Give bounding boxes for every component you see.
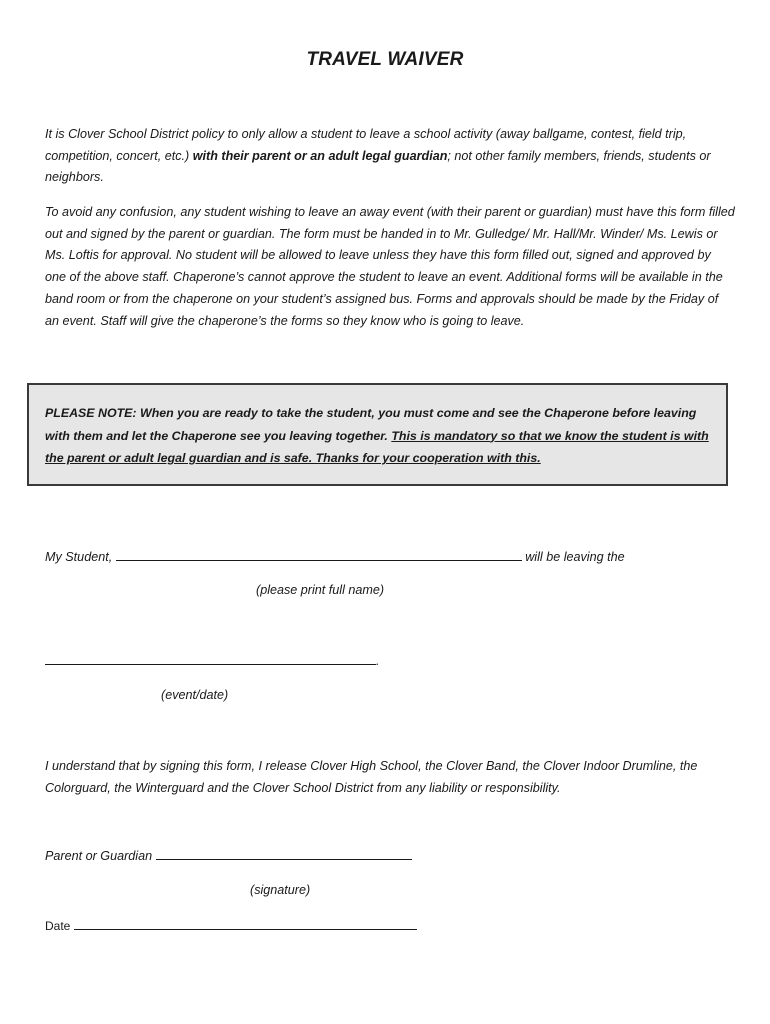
procedure-paragraph: To avoid any confusion, any student wishing to leave an away event (with their parent or guardian) must have this form filled out and signed by the parent or guardian. The form must be handed in to Mr. Gulledge/ Mr. Hall/Mr. Winder/ Ms. Lewis or Ms. Loftis for approval. No student will be allowed to leave unless they have this form filled out, signed and approved by one of the above staff. Chaperone’s cannot approve the student to leave an event. Additional forms will be available in the band room or from the chaperone on your student’s assigned bus. Forms and approvals should be made by the Friday of an event. Staff will give the chaperone’s the forms so they know who is going to leave. [45,205,735,328]
date-field[interactable] [74,918,417,930]
student-suffix: will be leaving the [521,550,625,564]
policy-text-emphasis: with their parent or an adult legal guardian [192,148,448,163]
please-note-box [27,383,728,486]
signature-hint: (signature) [250,883,311,897]
policy-text-start: It is Clover School District policy to only allow a student to leave a school activity (away ballgame, contest, field trip, competition, concert, etc.) [45,127,687,163]
policy-paragraph [45,124,735,189]
policy-text-end: ; not other family members, friends, students or neighbors. [45,148,711,185]
signature-row [45,848,412,863]
document-title: TRAVEL WAIVER [306,49,464,70]
please-note-underlined: This is mandatory so that we know the student is with the parent or adult legal guardian and is safe. Thanks for your cooperation with this. [45,428,709,465]
event-date-field[interactable] [45,653,376,665]
student-label: My Student, [45,550,116,564]
student-name-row [45,549,625,564]
student-name-hint: (please print full name) [256,583,385,597]
date-row [45,918,417,933]
signature-field[interactable] [156,848,412,860]
signature-label: Parent or Guardian [45,849,156,863]
event-date-row [45,653,380,668]
please-note-text [45,402,717,470]
release-statement: I understand that by signing this form, I release Clover High School, the Clover Band, the Clover Indoor Drumline, the Colorguard, the Winterguard and the Clover School District from any liability or responsibility. [45,759,698,795]
date-label: Date [45,919,74,933]
student-name-field[interactable] [116,549,522,561]
please-note-plain: PLEASE NOTE: When you are ready to take the student, you must come and see the Chaperone before leaving with them and let the Chaperone see you leaving together. [45,406,697,443]
event-date-hint: (event/date) [161,688,229,702]
event-date-suffix: . [376,654,380,668]
